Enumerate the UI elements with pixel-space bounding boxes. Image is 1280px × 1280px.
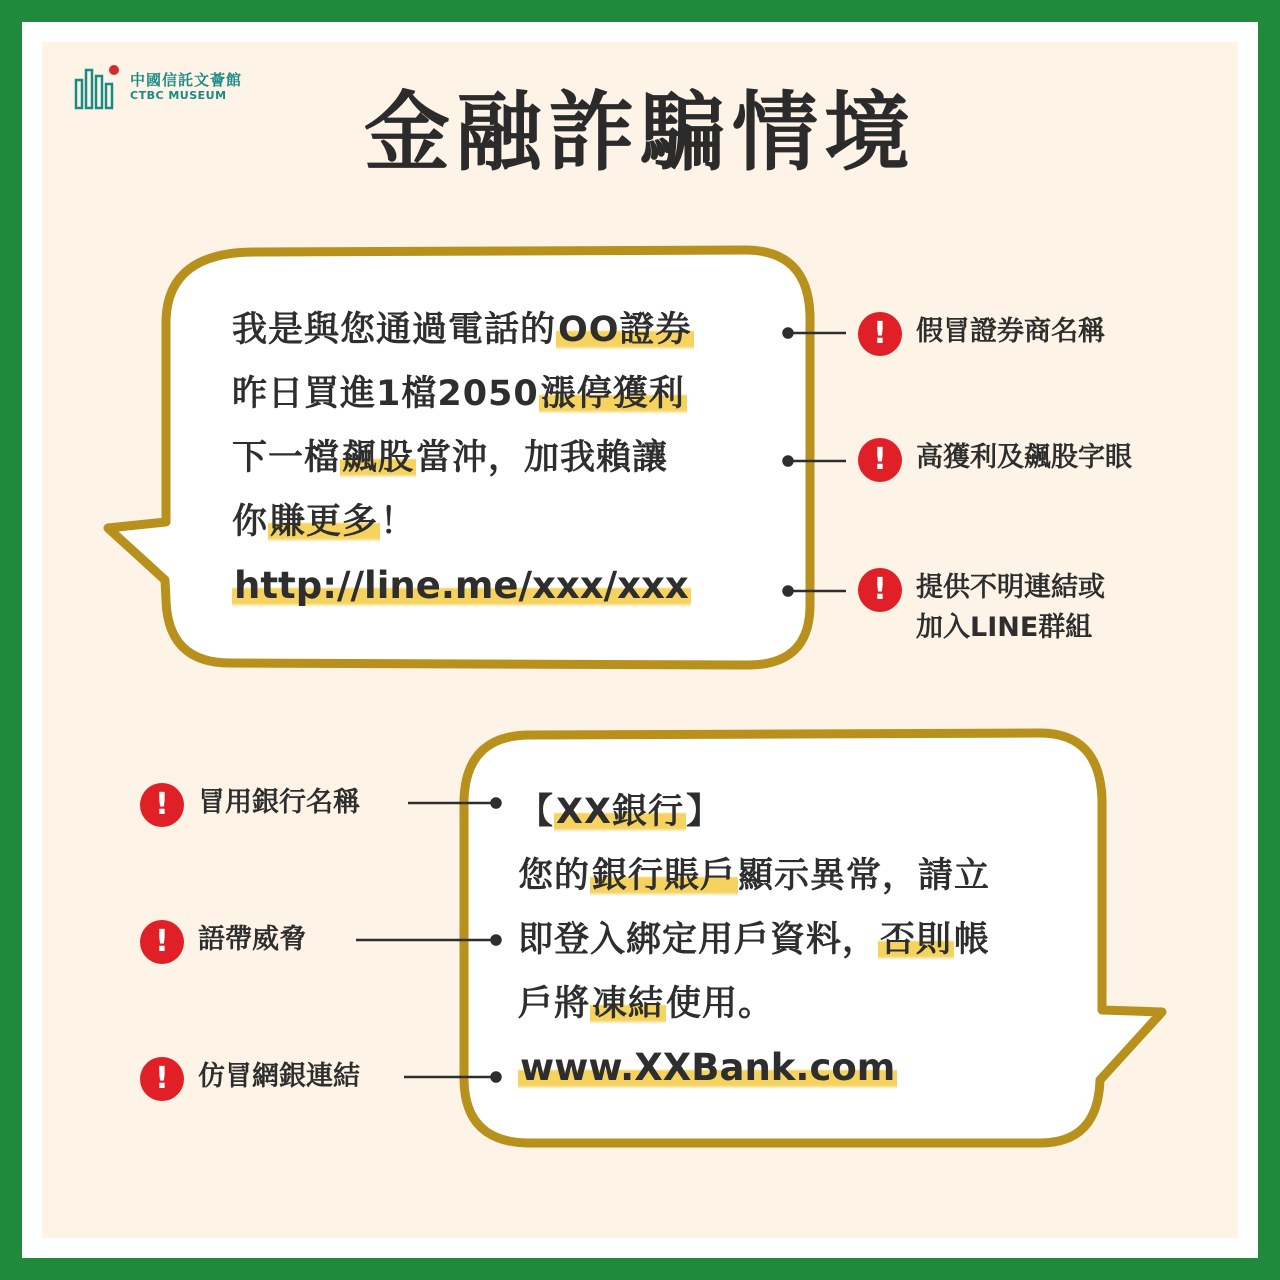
highlighted-text: 賺更多 bbox=[270, 502, 379, 542]
callout-label: 冒用銀行名稱 bbox=[198, 787, 360, 818]
callout-label: 加入LINE群組 bbox=[916, 612, 1093, 643]
suspicious-link: http://line.me/xxx/xxx bbox=[234, 564, 689, 607]
scam-message-securities bbox=[232, 302, 792, 622]
message-line bbox=[518, 912, 1088, 976]
highlighted-text: 銀行賬戶 bbox=[592, 856, 737, 896]
message-text: 昨日買進1檔2050 bbox=[232, 374, 539, 414]
message-text: 我是與您通過電話的 bbox=[232, 310, 557, 350]
message-text: 戶將 bbox=[518, 984, 591, 1024]
message-text: 【 bbox=[518, 792, 555, 832]
alert-icon: ! bbox=[140, 1057, 184, 1101]
highlighted-text: 凍結 bbox=[592, 984, 665, 1024]
message-text: 顯示異常，請立 bbox=[738, 856, 991, 896]
alert-icon: ! bbox=[858, 312, 902, 356]
message-line bbox=[232, 494, 792, 558]
alert-icon: ! bbox=[140, 783, 184, 827]
highlighted-text: 飆股 bbox=[342, 438, 415, 478]
message-text: 】 bbox=[686, 792, 723, 832]
callout-label-group bbox=[916, 568, 1105, 648]
message-text: 使用。 bbox=[666, 984, 775, 1024]
highlighted-text: 否則 bbox=[880, 920, 953, 960]
callout-unknown-link bbox=[858, 568, 1105, 648]
message-text: 下一檔 bbox=[232, 438, 341, 478]
callout-fake-broker bbox=[858, 312, 1105, 356]
callout-threat bbox=[140, 920, 306, 964]
message-line bbox=[518, 848, 1088, 912]
highlighted-text: XX銀行 bbox=[556, 792, 684, 832]
callout-label: 提供不明連結或 bbox=[916, 572, 1105, 603]
alert-icon: ! bbox=[858, 568, 902, 612]
message-text: 當沖，加我賴讓 bbox=[416, 438, 669, 478]
alert-icon: ! bbox=[140, 920, 184, 964]
message-text: 您的 bbox=[518, 856, 591, 896]
message-line bbox=[232, 430, 792, 494]
message-line bbox=[232, 366, 792, 430]
callout-high-profit bbox=[858, 438, 1132, 482]
message-text: 帳 bbox=[954, 920, 991, 960]
message-text: ！ bbox=[380, 502, 417, 542]
message-text: 即登入綁定用戶資料， bbox=[518, 920, 879, 960]
callout-label: 語帶威脅 bbox=[198, 924, 306, 955]
callout-bank-name bbox=[140, 783, 360, 827]
message-line bbox=[518, 784, 1088, 848]
message-line bbox=[232, 302, 792, 366]
alert-icon: ! bbox=[858, 438, 902, 482]
callout-label: 假冒證券商名稱 bbox=[916, 316, 1105, 347]
highlighted-text: 漲停獲利 bbox=[540, 374, 685, 414]
message-line bbox=[232, 558, 792, 622]
callout-label: 高獲利及飆股字眼 bbox=[916, 442, 1132, 473]
message-line bbox=[518, 976, 1088, 1040]
scam-message-bank bbox=[518, 784, 1088, 1104]
logo-name-english: CTBC MUSEUM bbox=[130, 89, 227, 103]
message-text: 你 bbox=[232, 502, 269, 542]
suspicious-link: www.XXBank.com bbox=[520, 1046, 896, 1089]
highlighted-text: OO證券 bbox=[558, 310, 692, 350]
logo-name-chinese: 中國信託文薈館 bbox=[130, 71, 243, 90]
callout-label: 仿冒網銀連結 bbox=[198, 1061, 360, 1092]
message-line bbox=[518, 1040, 1088, 1104]
page-title: 金融詐騙情境 bbox=[364, 83, 916, 183]
callout-fake-link bbox=[140, 1057, 360, 1101]
